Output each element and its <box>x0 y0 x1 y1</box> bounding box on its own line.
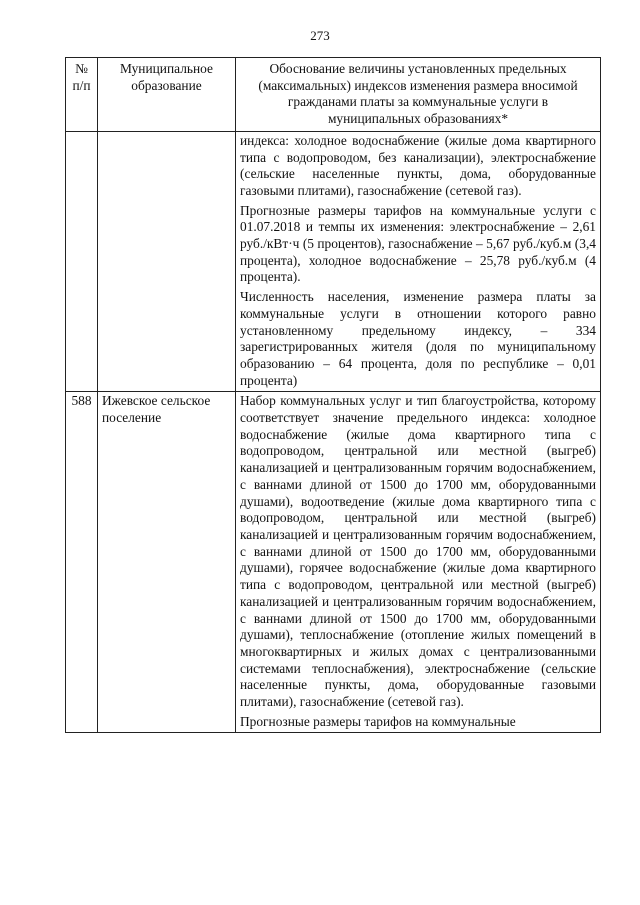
header-number: № п/п <box>66 58 98 132</box>
table-row <box>66 131 601 392</box>
row-justification <box>236 131 601 392</box>
row-justification <box>236 392 601 733</box>
header-justification: Обоснование величины установленных предельных (максимальных) индексов изменения размера вносимой гражданами платы за коммунальные услуги в муниципальных образованиях* <box>236 58 601 132</box>
justification-paragraph: Набор коммунальных услуг и тип благоустройства, которому соответствует значение предельного индекса: холодное водоснабжение (жилые дома квартирного типа с водопроводом, центральной или местной (выгреб) канализацией и централизованным горячим водоснабжением, с ваннами длиной от 1500 до 1700 мм, оборудованными душами), водоотведение (жилые дома квартирного типа с водопроводом, центральной или местной (выгреб) канализацией и централизованным горячим водоснабжением, с ваннами длиной от 1500 до 1700 мм, оборудованными душами), горячее водоснабжение (жилые дома квартирного типа с водопроводом, центральной или местной (выгреб) канализацией и централизованным горячим водоснабжением, с ваннами длиной от 1500 до 1700 мм, оборудованными душами), теплоснабжение (отопление жилых помещений в многоквартирных и жилых домах с централизованными системами теплоснабжения), электроснабжение (сельские населенные пункты, дома, оборудованные газовыми плитами), газоснабжение (сетевой газ). <box>240 393 596 710</box>
row-number <box>66 131 98 392</box>
table-header-row <box>66 58 601 132</box>
header-municipality: Муниципальное образование <box>98 58 236 132</box>
tariff-justification-table <box>65 57 601 733</box>
justification-paragraph: Прогнозные размеры тарифов на коммунальные услуги с 01.07.2018 и темпы их изменения: электроснабжение – 2,61 руб./кВт·ч (5 процентов), газоснабжение – 5,67 руб./куб.м (3,4 процента), холодное водоснабжение – 25,78 руб./куб.м (4 процента). <box>240 202 596 285</box>
justification-paragraph: Численность населения, изменение размера платы за коммунальные услуги в отношении которого равно установленному предельному индексу, – 334 зарегистрированных жителя (доля по муниципальному образованию – 64 процента, доля по республике – 0,01 процента) <box>240 289 596 388</box>
table-row <box>66 392 601 733</box>
row-number: 588 <box>66 392 98 733</box>
page-number: 273 <box>310 28 330 43</box>
row-municipality: Ижевское сельское поселение <box>98 392 236 733</box>
justification-paragraph: Прогнозные размеры тарифов на коммунальные <box>240 713 516 729</box>
justification-paragraph: индекса: холодное водоснабжение (жилые дома квартирного типа с водопроводом, без канализации), электроснабжение (сельские населенные пункты, дома, оборудованные газовыми плитами), газоснабжение (сетевой газ). <box>240 132 596 198</box>
row-municipality <box>98 131 236 392</box>
